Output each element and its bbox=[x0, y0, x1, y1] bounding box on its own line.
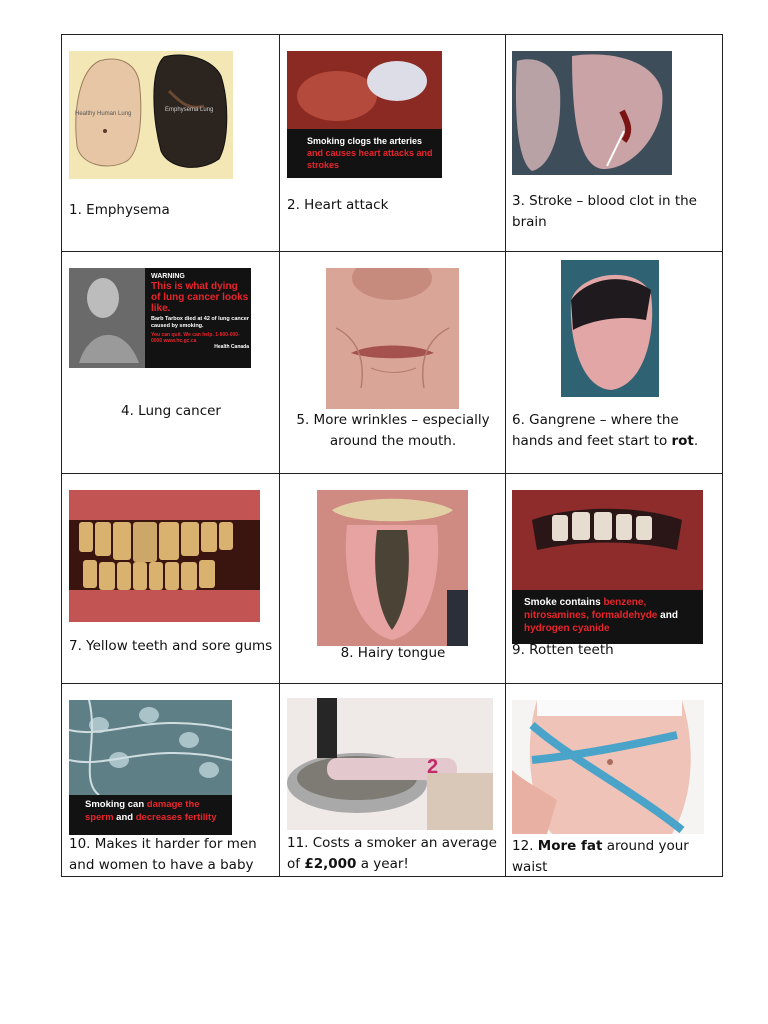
card-lung-cancer bbox=[62, 252, 280, 474]
caption: 10. Makes it harder for men and women to have a baby bbox=[69, 836, 257, 873]
waist-measure-image bbox=[512, 700, 704, 834]
caption-bold: rot bbox=[671, 433, 694, 449]
caption: 9. Rotten teeth bbox=[512, 642, 614, 658]
sperm-image bbox=[69, 700, 232, 835]
caption bbox=[512, 410, 720, 452]
caption-text: 11. Costs a smoker an average of bbox=[287, 835, 497, 872]
warning-label: WARNING bbox=[151, 273, 185, 280]
warning-source: Health Canada bbox=[214, 344, 249, 350]
caption: 4. Lung cancer bbox=[121, 403, 221, 419]
caption: 7. Yellow teeth and sore gums bbox=[69, 638, 273, 654]
caption-suffix: a year! bbox=[356, 856, 409, 872]
card-stroke bbox=[506, 35, 722, 252]
overlay-text-d: hydrogen cyanide bbox=[524, 623, 610, 634]
card-heart-attack bbox=[280, 35, 506, 252]
warning-headline: This is what dying of lung cancer looks like. bbox=[151, 281, 249, 314]
caption bbox=[287, 833, 501, 875]
caption-bold: More fat bbox=[537, 838, 603, 854]
lung-label-right: Emphysema Lung bbox=[165, 107, 214, 113]
wrinkled-mouth-image bbox=[326, 268, 459, 409]
caption: 1. Emphysema bbox=[69, 202, 170, 218]
card-fertility bbox=[62, 684, 280, 876]
card-emphysema bbox=[62, 35, 280, 252]
caption-bold: £2,000 bbox=[304, 856, 357, 872]
card-waist-fat bbox=[506, 684, 722, 876]
caption: 2. Heart attack bbox=[287, 197, 389, 213]
card-cost bbox=[280, 684, 506, 876]
lungs-image bbox=[69, 51, 233, 179]
overlay-red-text: and causes heart attacks and strokes bbox=[307, 148, 433, 170]
caption: 8. Hairy tongue bbox=[340, 645, 446, 661]
overlay-text-d: decreases fertility bbox=[135, 812, 217, 823]
overlay-text-b: benzene, nitrosamines, formaldehyde bbox=[524, 597, 658, 621]
overlay-text-a: Smoke contains bbox=[524, 597, 604, 608]
caption bbox=[512, 836, 720, 878]
caption-text: 12. bbox=[512, 838, 538, 854]
card-yellow-teeth bbox=[62, 474, 280, 684]
yellow-teeth-image bbox=[69, 490, 260, 622]
gangrene-foot-image bbox=[561, 260, 659, 397]
card-wrinkles bbox=[280, 252, 506, 474]
caption-suffix: . bbox=[693, 433, 699, 449]
ashtray-money-image bbox=[287, 698, 493, 830]
warning-body: Barb Tarbox died at 42 of lung cancer caused by smoking. bbox=[151, 316, 250, 329]
overlay-text-a: Smoking can bbox=[85, 799, 147, 810]
overlay-text-b: damage the sperm bbox=[85, 799, 200, 823]
caption: 3. Stroke – blood clot in the brain bbox=[512, 193, 697, 230]
lung-cancer-warning-image bbox=[69, 268, 251, 368]
card-grid bbox=[61, 34, 723, 877]
lung-label-left: Healthy Human Lung bbox=[75, 111, 132, 117]
surgery-image bbox=[287, 51, 442, 178]
card-hairy-tongue bbox=[280, 474, 506, 684]
card-gangrene bbox=[506, 252, 722, 474]
overlay-text-c: and bbox=[113, 812, 136, 823]
warning-help: You can quit. We can help. 1-800-000-0000 www.hc.gc.ca bbox=[151, 332, 240, 344]
svg-text:2: 2 bbox=[427, 756, 439, 778]
brain-image bbox=[512, 51, 672, 175]
caption: 5. More wrinkles – especially around the mouth. bbox=[296, 412, 490, 449]
overlay-text-c: and bbox=[657, 610, 678, 621]
caption-text: 6. Gangrene – where the hands and feet start to bbox=[512, 412, 679, 449]
rotten-teeth-image bbox=[512, 490, 703, 644]
hairy-tongue-image bbox=[317, 490, 468, 646]
caption-suffix: around your waist bbox=[512, 838, 689, 875]
overlay-white-text: Smoking clogs the arteries bbox=[307, 136, 423, 146]
card-rotten-teeth bbox=[506, 474, 722, 684]
